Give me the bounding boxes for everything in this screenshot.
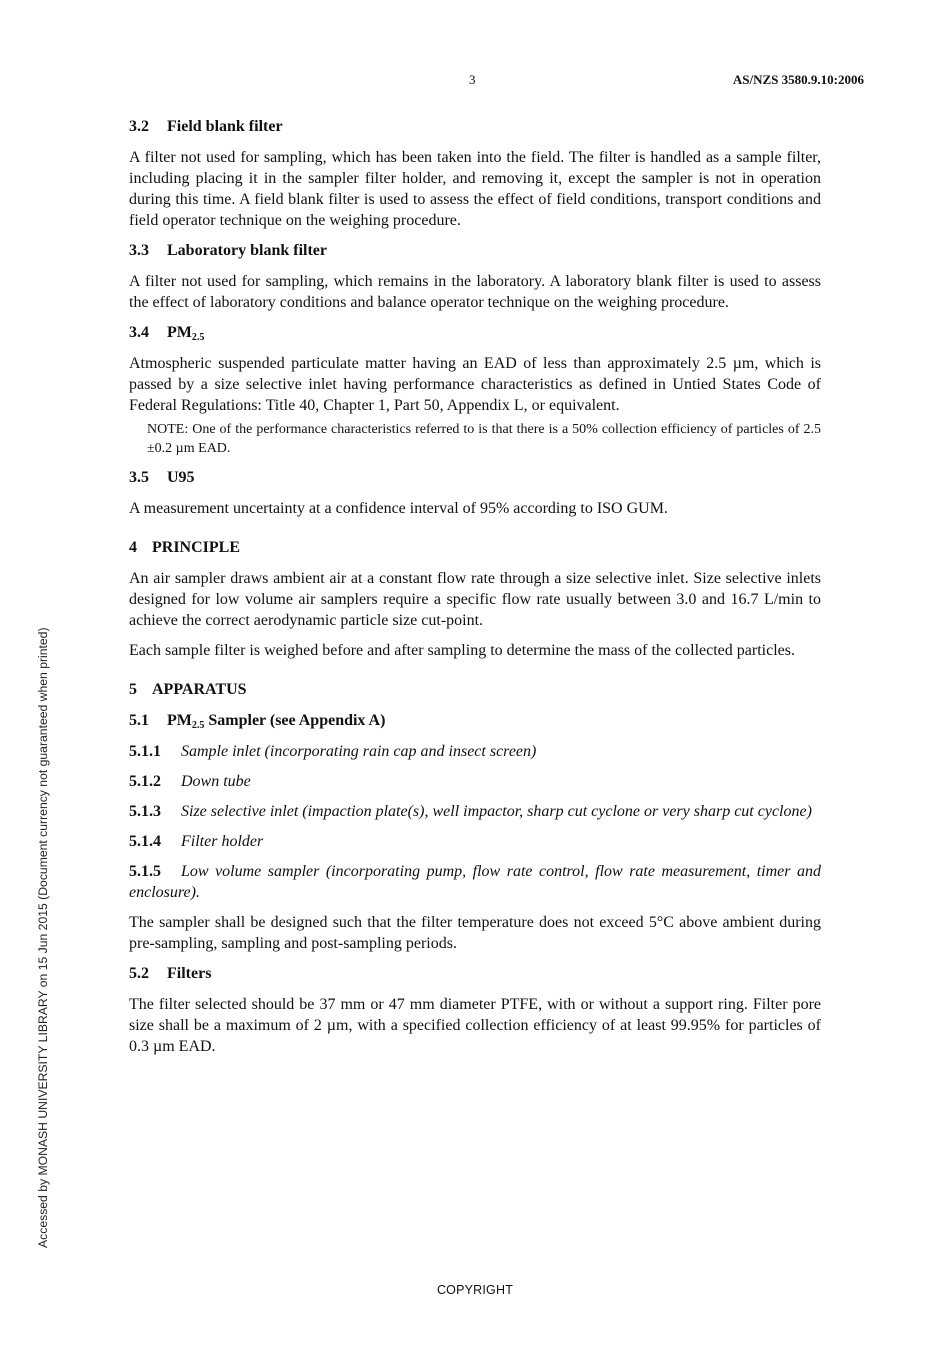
subsection-number: 5.1.3 xyxy=(129,803,161,820)
section-number: 3.2 xyxy=(129,118,149,135)
section-title-subscript: 2.5 xyxy=(191,332,205,343)
paragraph-field-blank: A filter not used for sampling, which has been taken into the field. The filter is handled as a sample filter, including placing it in the sampler filter holder, and removing it, except the sampler is not in operation during this time. A field blank filter is used to assess the effect of field conditions, transport conditions and field operator technique on the weighing procedure. xyxy=(129,149,821,229)
subsection-text: Low volume sampler (incorporating pump, flow rate control, flow rate measurement, timer and enclosure). xyxy=(129,863,821,901)
heading-3-4 xyxy=(129,322,821,344)
paragraph-principle-2: Each sample filter is weighed before and after sampling to determine the mass of the collected particles. xyxy=(129,642,795,659)
subsection-number: 5.1.2 xyxy=(129,773,161,790)
paragraph-principle-1: An air sampler draws ambient air at a constant flow rate through a size selective inlet. Size selective inlets designed for low volume air samplers require a specific flow rate usually between 3.0 and 16.7 L/min to achieve the correct aerodynamic particle size cut-point. xyxy=(129,570,821,629)
section-title-rest: Sampler (see Appendix A) xyxy=(204,712,386,729)
page-content xyxy=(129,116,821,1066)
subsection-5-1-4 xyxy=(129,831,821,852)
subsection-5-1-5 xyxy=(129,861,821,903)
section-title-subscript: 2.5 xyxy=(191,720,205,731)
paragraph-u95: A measurement uncertainty at a confidence interval of 95% according to ISO GUM. xyxy=(129,500,668,517)
access-watermark: Accessed by MONASH UNIVERSITY LIBRARY on 15 Jun 2015 (Document currency not guaranteed when printed) xyxy=(36,627,50,1248)
section-number: 3.3 xyxy=(129,242,149,259)
subsection-5-1-2 xyxy=(129,771,821,792)
heading-3-5 xyxy=(129,467,821,489)
subsection-5-1-1 xyxy=(129,741,821,762)
section-title: PM xyxy=(167,324,192,341)
heading-5-2 xyxy=(129,963,821,985)
section-number: 5.1 xyxy=(129,712,149,729)
document-id: AS/NZS 3580.9.10:2006 xyxy=(732,72,864,87)
subsection-text: Filter holder xyxy=(181,833,264,850)
section-number: 3.5 xyxy=(129,469,149,486)
section-title: PRINCIPLE xyxy=(152,539,241,556)
subsection-text: Down tube xyxy=(181,773,251,790)
subsection-number: 5.1.4 xyxy=(129,833,161,850)
paragraph-filters: The filter selected should be 37 mm or 47 mm diameter PTFE, with or without a support ring. Filter pore size shall be a maximum of 2 µm, with a specified collection efficiency of at least 99.95% for particles of 0.3 µm EAD. xyxy=(129,996,821,1055)
section-title: PM xyxy=(167,712,192,729)
section-number: 5.2 xyxy=(129,965,149,982)
heading-3-2 xyxy=(129,116,821,138)
paragraph-laboratory-blank: A filter not used for sampling, which remains in the laboratory. A laboratory blank filter is used to assess the effect of laboratory conditions and balance operator technique on the weighing procedure. xyxy=(129,273,821,311)
section-title: Field blank filter xyxy=(167,118,283,135)
heading-3-3 xyxy=(129,240,821,262)
heading-4 xyxy=(129,537,821,559)
section-title: Laboratory blank filter xyxy=(167,242,327,259)
note-collection-efficiency: NOTE: One of the performance characteristics referred to is that there is a 50% collection efficiency of particles of 2.5 ±0.2 µm EAD. xyxy=(147,422,821,456)
subsection-number: 5.1.1 xyxy=(129,743,161,760)
section-number: 3.4 xyxy=(129,324,149,341)
section-title: U95 xyxy=(167,469,195,486)
subsection-5-1-3 xyxy=(129,801,821,822)
section-title: APPARATUS xyxy=(152,681,247,698)
paragraph-sampler-temperature: The sampler shall be designed such that the filter temperature does not exceed 5°C above ambient during pre-sampling, sampling and post-sampling periods. xyxy=(129,914,821,952)
section-title: Filters xyxy=(167,965,212,982)
heading-5 xyxy=(129,679,821,701)
page-number: 3 xyxy=(469,72,476,87)
subsection-text: Sample inlet (incorporating rain cap and insect screen) xyxy=(181,743,537,760)
copyright-footer: COPYRIGHT xyxy=(436,1283,514,1297)
section-number: 4 xyxy=(129,539,137,556)
section-number: 5 xyxy=(129,681,137,698)
subsection-number: 5.1.5 xyxy=(129,863,161,880)
paragraph-pm25-definition: Atmospheric suspended particulate matter having an EAD of less than approximately 2.5 µm, which is passed by a size selective inlet having performance characteristics as defined in Untied States Code of Federal Regulations: Title 40, Chapter 1, Part 50, Appendix L, or equivalent. xyxy=(129,355,821,414)
heading-5-1 xyxy=(129,710,821,732)
subsection-text: Size selective inlet (impaction plate(s), well impactor, sharp cut cyclone or very sharp cut cyclone) xyxy=(181,803,812,820)
